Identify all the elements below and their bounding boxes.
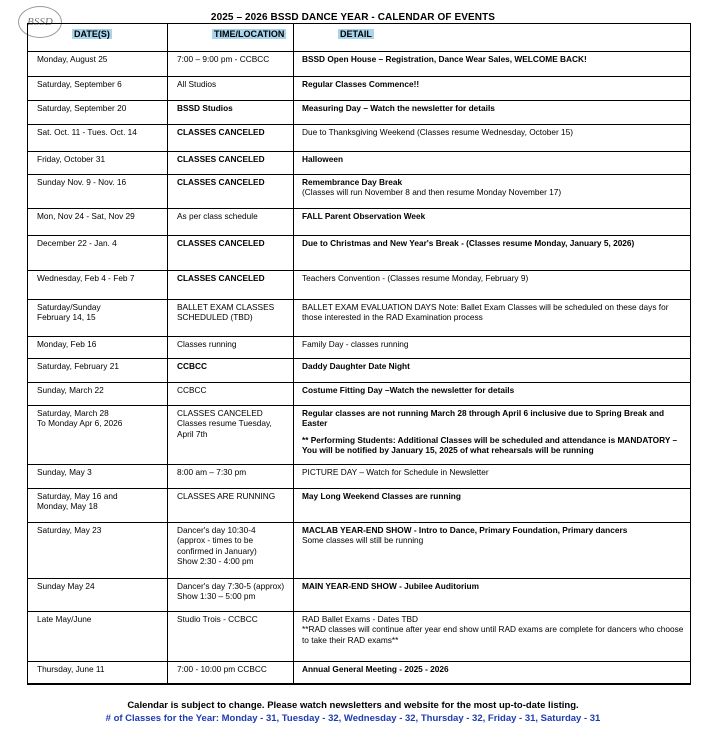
- event-detail-text: Annual General Meeting - 2025 - 2026: [302, 664, 449, 674]
- event-detail-text: MAIN YEAR-END SHOW - Jubilee Auditorium: [302, 581, 480, 591]
- table-row: [28, 52, 691, 77]
- event-time-location: CCBCC: [168, 359, 294, 383]
- event-detail-text: ** Performing Students: Additional Classes will be scheduled and attendance is MANDATORY – You will be notified by January 15, 2025 of what rehearsals will be running: [302, 434, 678, 456]
- table-row: [28, 271, 691, 300]
- bssd-logo: BSSD: [18, 6, 62, 38]
- event-date: Monday, August 25: [28, 52, 168, 77]
- event-time-location: BALLET EXAM CLASSES SCHEDULED (TBD): [168, 300, 294, 337]
- page-title: 2025 – 2026 BSSD DANCE YEAR - CALENDAR OF EVENTS: [210, 12, 496, 23]
- event-time-location: 7:00 - 10:00 pm CCBCC: [168, 662, 294, 684]
- table-row: [28, 359, 691, 383]
- event-detail-text: Remembrance Day Break: [302, 177, 403, 187]
- event-time-location: CLASSES CANCELED Classes resume Tuesday, April 7th: [168, 406, 294, 465]
- event-time-location: Dancer's day 7:30-5 (approx) Show 1:30 – 5:00 pm: [168, 579, 294, 612]
- event-detail-text: Due to Thanksgiving Weekend (Classes resume Wednesday, October 15): [302, 127, 574, 137]
- table-row: [28, 77, 691, 101]
- table-row: [28, 125, 691, 152]
- table-row: [28, 612, 691, 662]
- event-detail-text: Regular classes are not running March 28 through April 6 inclusive due to Spring Break and Easter: [302, 408, 665, 429]
- event-detail: [294, 406, 691, 465]
- event-date: Mon, Nov 24 - Sat, Nov 29: [28, 209, 168, 236]
- event-date: Wednesday, Feb 4 - Feb 7: [28, 271, 168, 300]
- event-date: December 22 - Jan. 4: [28, 236, 168, 271]
- event-detail-text: Teachers Convention - (Classes resume Monday, February 9): [302, 273, 529, 283]
- table-body: [28, 52, 691, 684]
- event-time-location: 8:00 am – 7:30 pm: [168, 465, 294, 489]
- event-detail-text: PICTURE DAY – Watch for Schedule in Newsletter: [302, 467, 489, 477]
- event-date: Sunday May 24: [28, 579, 168, 612]
- event-detail-text: BALLET EXAM EVALUATION DAYS Note: Ballet Exam Classes will be scheduled on these days for those interested in the RAD Examination process: [302, 302, 669, 323]
- event-date: Sunday, May 3: [28, 465, 168, 489]
- class-count-summary: # of Classes for the Year: Monday - 31, Tuesday - 32, Wednesday - 32, Thursday - 32, Friday - 31, Saturday - 31: [105, 713, 601, 724]
- event-date: Saturday, May 23: [28, 523, 168, 579]
- event-time-location: Dancer's day 10:30-4 (approx - times to be confirmed in January) Show 2:30 - 4:00 pm: [168, 523, 294, 579]
- events-calendar-table: [27, 23, 691, 685]
- event-detail: [294, 175, 691, 209]
- event-detail-text: Some classes will still be running: [302, 535, 424, 546]
- event-detail-text: RAD Ballet Exams - Dates TBD: [302, 614, 419, 624]
- event-detail: [294, 465, 691, 489]
- event-date: Saturday, September 20: [28, 101, 168, 125]
- event-detail: [294, 101, 691, 125]
- event-detail-text: May Long Weekend Classes are running: [302, 491, 461, 501]
- event-detail: [294, 337, 691, 359]
- event-detail: [294, 125, 691, 152]
- header-time-location: TIME/LOCATION: [168, 24, 294, 52]
- table-header-row: [28, 24, 691, 52]
- event-detail-text: Halloween: [302, 154, 344, 164]
- event-detail-text: MACLAB YEAR-END SHOW - Intro to Dance, Primary Foundation, Primary dancers: [302, 525, 628, 535]
- table-row: [28, 383, 691, 406]
- event-detail: [294, 300, 691, 337]
- table-row: [28, 337, 691, 359]
- event-date: Saturday/Sunday February 14, 15: [28, 300, 168, 337]
- table-row: [28, 152, 691, 175]
- event-detail: [294, 77, 691, 101]
- event-date: Sunday Nov. 9 - Nov. 16: [28, 175, 168, 209]
- event-detail: [294, 662, 691, 684]
- event-detail: [294, 209, 691, 236]
- table-row: [28, 465, 691, 489]
- event-time-location: As per class schedule: [168, 209, 294, 236]
- event-detail: [294, 489, 691, 523]
- table-row: [28, 101, 691, 125]
- event-time-location: CCBCC: [168, 383, 294, 406]
- header-detail: DETAIL: [294, 24, 691, 52]
- event-detail-text: Costume Fitting Day –Watch the newsletter for details: [302, 385, 515, 395]
- table-row: [28, 523, 691, 579]
- event-time-location: CLASSES CANCELED: [168, 152, 294, 175]
- table-row: [28, 209, 691, 236]
- table-row: [28, 662, 691, 684]
- event-detail-text: BSSD Open House – Registration, Dance Wear Sales, WELCOME BACK!: [302, 54, 587, 64]
- event-detail: [294, 612, 691, 662]
- event-date: Sunday, March 22: [28, 383, 168, 406]
- event-time-location: CLASSES CANCELED: [168, 125, 294, 152]
- table-row: [28, 489, 691, 523]
- event-detail-text: (Classes will run November 8 and then resume Monday November 17): [302, 187, 562, 198]
- event-detail: [294, 271, 691, 300]
- event-detail-text: Regular Classes Commence!!: [302, 79, 420, 89]
- event-time-location: Classes running: [168, 337, 294, 359]
- table-row: [28, 406, 691, 465]
- table-row: [28, 236, 691, 271]
- event-time-location: BSSD Studios: [168, 101, 294, 125]
- event-date: Saturday, September 6: [28, 77, 168, 101]
- event-detail: [294, 236, 691, 271]
- table-row: [28, 300, 691, 337]
- event-time-location: CLASSES CANCELED: [168, 271, 294, 300]
- event-date: Friday, October 31: [28, 152, 168, 175]
- event-detail-text: Measuring Day – Watch the newsletter for details: [302, 103, 495, 113]
- event-time-location: Studio Trois - CCBCC: [168, 612, 294, 662]
- event-detail-text: Daddy Daughter Date Night: [302, 361, 410, 371]
- event-detail: [294, 52, 691, 77]
- event-time-location: 7:00 – 9:00 pm - CCBCC: [168, 52, 294, 77]
- event-date: Saturday, March 28 To Monday Apr 6, 2026: [28, 406, 168, 465]
- event-time-location: All Studios: [168, 77, 294, 101]
- event-detail: [294, 383, 691, 406]
- header-dates: DATE(S): [28, 24, 168, 52]
- table-row: [28, 175, 691, 209]
- event-date: Saturday, May 16 and Monday, May 18: [28, 489, 168, 523]
- event-date: Saturday, February 21: [28, 359, 168, 383]
- event-detail-text: **RAD classes will continue after year end show until RAD exams are complete for dancers who choose to take their RAD exams**: [302, 624, 684, 645]
- event-time-location: CLASSES ARE RUNNING: [168, 489, 294, 523]
- event-detail-text: FALL Parent Observation Week: [302, 211, 426, 221]
- event-date: Thursday, June 11: [28, 662, 168, 684]
- event-date: Sat. Oct. 11 - Tues. Oct. 14: [28, 125, 168, 152]
- table-row: [28, 579, 691, 612]
- event-detail: [294, 579, 691, 612]
- event-time-location: CLASSES CANCELED: [168, 175, 294, 209]
- event-time-location: CLASSES CANCELED: [168, 236, 294, 271]
- event-detail-text: Due to Christmas and New Year's Break - (Classes resume Monday, January 5, 2026): [302, 238, 635, 248]
- event-detail: [294, 152, 691, 175]
- change-notice: Calendar is subject to change. Please watch newsletters and website for the most up-to-date listing.: [127, 700, 579, 711]
- event-detail: [294, 523, 691, 579]
- event-date: Monday, Feb 16: [28, 337, 168, 359]
- event-detail: [294, 359, 691, 383]
- event-detail-text: Family Day - classes running: [302, 339, 409, 349]
- event-date: Late May/June: [28, 612, 168, 662]
